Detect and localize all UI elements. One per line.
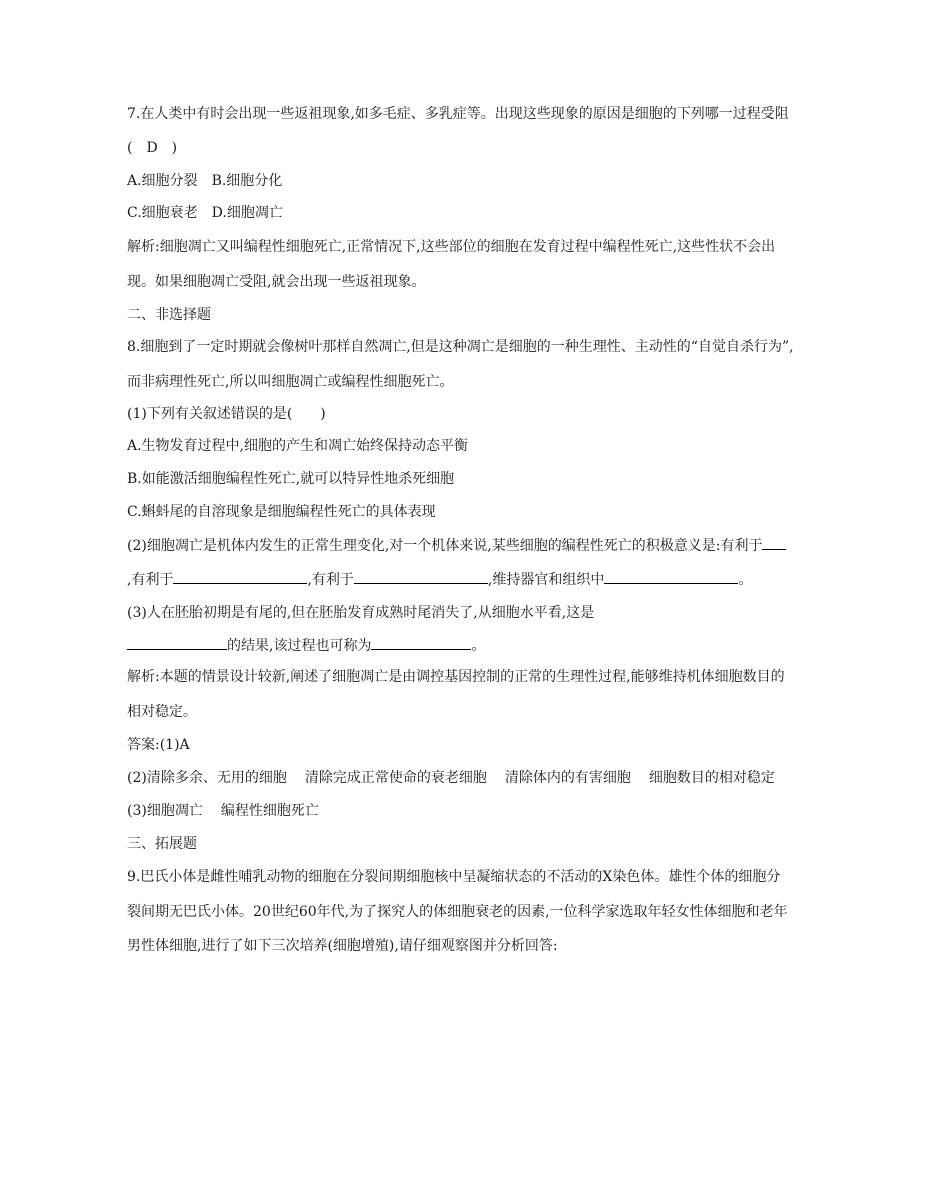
q8-answer-2c: 清除体内的有害细胞 (504, 770, 631, 786)
q8-sub1-c: C.蝌蚪尾的自溶现象是细胞编程性死亡的具体表现 (127, 504, 436, 520)
q8-sub3-part-b: 。 (471, 638, 486, 654)
q8-answer-2a: (2)清除多余、无用的细胞 (127, 770, 287, 786)
q8-stem-1: 8.细胞到了一定时期就会像树叶那样自然凋亡,但是这种凋亡是细胞的一种生理性、主动性的“自觉自杀行为”, (127, 339, 794, 355)
q8-sub1-a: A.生物发育过程中,细胞的产生和凋亡始终保持动态平衡 (127, 438, 469, 454)
q8-answer-2b: 清除完成正常使命的衰老细胞 (304, 770, 487, 786)
q7-answer: ( D ) (127, 140, 178, 156)
q8-sub3-part-a: 的结果,该过程也可称为 (227, 638, 372, 654)
q7-options-cd (127, 203, 283, 223)
q8-answer-1: 答案:(1)A (127, 737, 190, 753)
q9-line-1: 9.巴氏小体是雌性哺乳动物的细胞在分裂间期细胞核中呈凝缩状态的不活动的X染色体。雄性个体的细胞分 (127, 869, 781, 885)
q8-sub2-part-d: 。 (738, 572, 753, 588)
q8-stem-2: 而非病理性死亡,所以叫细胞凋亡或编程性细胞死亡。 (127, 374, 454, 390)
q8-sub2-part-b: ,有利于 (307, 572, 354, 588)
q7-option-a: A.细胞分裂 (127, 173, 198, 189)
q8-sub2-line-1 (127, 535, 786, 556)
q9-line-3: 男性体细胞,进行了如下三次培养(细胞增殖),请仔细观察图并分析回答: (127, 938, 558, 954)
q7-stem: 7.在人类中有时会出现一些返祖现象,如多毛症、多乳症等。出现这些现象的原因是细胞的下列哪一过程受阻 (127, 106, 789, 122)
q8-sub3-line-1: (3)人在胚胎初期是有尾的,但在胚胎发育成熟时尾消失了,从细胞水平看,这是 (127, 605, 595, 621)
q8-sub2-part-c: ,维持器官和组织中 (487, 572, 605, 588)
q8-answer-2d: 细胞数目的相对稳定 (648, 770, 775, 786)
answer-blank[interactable] (371, 635, 471, 650)
q8-sub2-line-2 (127, 569, 752, 590)
q7-option-c: C.细胞衰老 (127, 205, 198, 221)
q7-analysis-2: 现。如果细胞凋亡受阻,就会出现一些返祖现象。 (127, 274, 426, 290)
answer-blank[interactable] (127, 635, 227, 650)
q7-analysis-1: 解析:细胞凋亡又叫编程性细胞死亡,正常情况下,这些部位的细胞在发育过程中编程性死亡,这些性状不会出 (127, 239, 776, 255)
q8-answer-3a: (3)细胞凋亡 (127, 803, 203, 819)
q8-sub2-part-a: ,有利于 (127, 572, 174, 588)
q9-line-2: 裂间期无巴氏小体。20世纪60年代,为了探究人的体细胞衰老的因素,一位科学家选取年轻女性体细胞和老年 (127, 904, 788, 920)
q8-answer-2 (127, 768, 775, 788)
answer-blank[interactable] (604, 569, 738, 584)
q8-answer-3 (127, 801, 319, 821)
q8-analysis-2: 相对稳定。 (127, 704, 197, 720)
q8-sub2-text: (2)细胞凋亡是机体内发生的正常生理变化,对一个机体来说,某些细胞的编程性死亡的积极意义是:有利于 (127, 538, 763, 554)
section-2-title: 二、非选择题 (127, 307, 211, 323)
q7-option-b: B.细胞分化 (211, 173, 283, 189)
answer-blank[interactable] (354, 569, 488, 584)
q8-answer-3b: 编程性细胞死亡 (220, 803, 319, 819)
answer-blank[interactable] (173, 569, 307, 584)
section-3-title: 三、拓展题 (127, 836, 197, 852)
q7-option-d: D.细胞凋亡 (211, 205, 283, 221)
q7-options-ab (127, 171, 282, 191)
q8-analysis-1: 解析:本题的情景设计较新,阐述了细胞凋亡是由调控基因控制的正常的生理性过程,能够维持机体细胞数目的 (127, 669, 785, 685)
q8-sub1-b: B.如能激活细胞编程性死亡,就可以特异性地杀死细胞 (127, 471, 455, 487)
answer-blank[interactable] (762, 535, 786, 550)
q8-sub1: (1)下列有关叙述错误的是( ) (127, 406, 326, 422)
q8-sub3-line-2 (127, 635, 485, 656)
